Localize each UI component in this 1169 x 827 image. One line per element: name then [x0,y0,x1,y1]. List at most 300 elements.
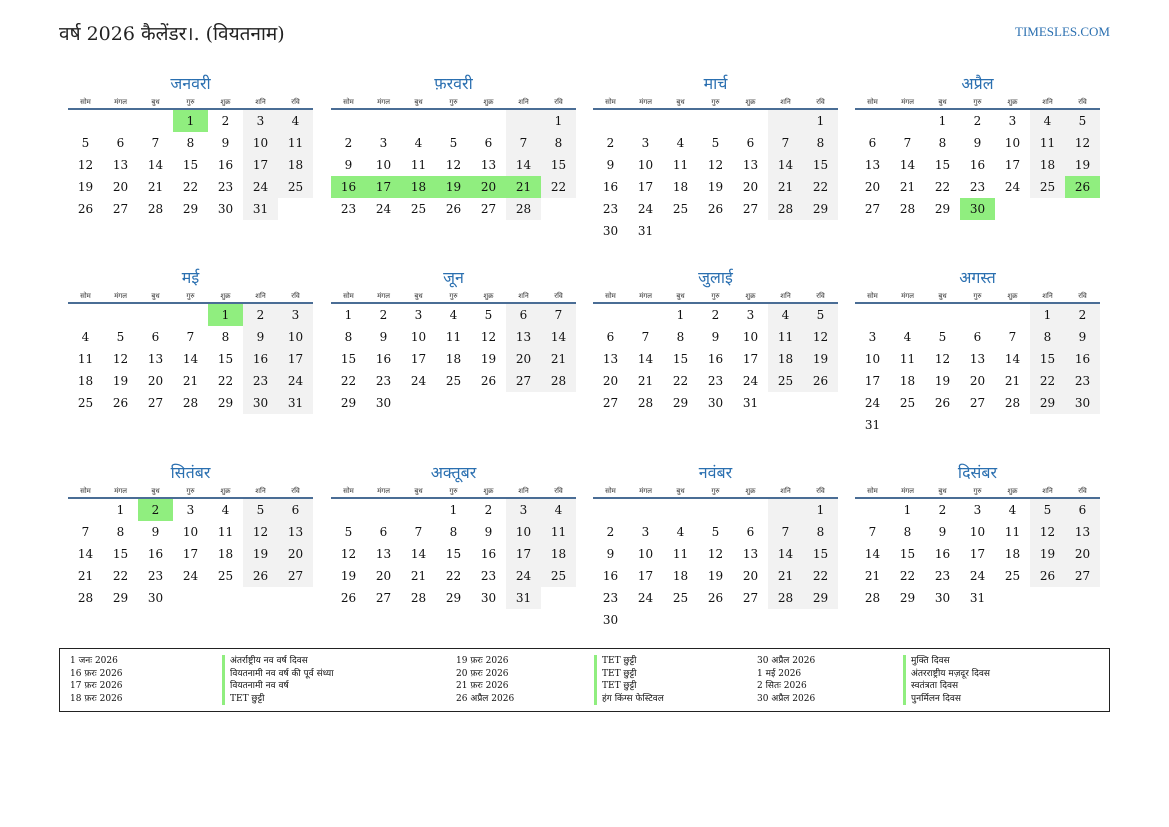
month-name: सितंबर [170,463,211,482]
day-cell: 13 [864,158,881,172]
day-cell: 29 [803,198,838,220]
legend-date: 30 अप्रैल 2026 [757,693,816,704]
day-cell: 12 [803,326,838,348]
day-cell: 27 [1065,565,1100,587]
empty-day-cell [628,499,663,521]
day-cell: 15 [803,154,838,176]
holiday-day-cell: 21 [506,176,541,198]
day-cell: 5 [711,136,720,150]
weekday-label: मंगल [377,292,390,300]
day-cell: 4 [81,330,90,344]
day-cell: 11 [672,158,689,172]
day-cell: 23 [602,591,619,605]
day-cell: 28 [899,202,916,216]
day-grid [331,110,576,220]
day-cell: 4 [1008,503,1017,517]
weekday-label: गुरु [449,487,458,495]
day-cell: 5 [711,525,720,539]
month-calendar [331,72,576,220]
day-cell: 1 [541,110,576,132]
day-cell: 20 [375,569,392,583]
day-cell: 15 [340,352,357,366]
weekday-label: शनि [518,98,529,106]
legend-names-2 [594,655,664,705]
month-name: मई [181,268,200,287]
day-cell: 16 [243,348,278,370]
day-cell: 2 [484,503,493,517]
day-cell: 1 [803,499,838,521]
day-cell: 27 [742,591,759,605]
day-cell: 9 [344,158,353,172]
day-cell: 19 [480,352,497,366]
weekday-label: मंगल [901,292,914,300]
day-cell: 14 [864,547,881,561]
day-cell: 12 [1030,521,1065,543]
day-cell: 18 [899,374,916,388]
day-cell: 13 [969,352,986,366]
day-cell: 17 [637,569,654,583]
day-cell: 23 [375,374,392,388]
legend-name: वियतनामी नव वर्ष की पूर्व संध्या [222,668,334,681]
weekday-label: सोम [605,292,616,300]
empty-day-cell [663,110,698,132]
day-cell: 27 [112,202,129,216]
empty-day-cell [593,499,628,521]
day-cell: 11 [278,132,313,154]
day-cell: 30 [480,591,497,605]
weekday-label: गुरु [449,292,458,300]
day-cell: 26 [480,374,497,388]
day-cell: 7 [186,330,195,344]
day-cell: 1 [903,503,912,517]
holiday-legend [59,648,1110,712]
day-cell: 19 [1030,543,1065,565]
legend-name: हंग किंग्स फेस्टिवल [594,693,664,706]
day-cell: 13 [506,326,541,348]
day-cell: 28 [147,202,164,216]
day-cell: 30 [217,202,234,216]
day-cell: 19 [1065,154,1100,176]
day-cell: 4 [414,136,423,150]
day-cell: 7 [151,136,160,150]
day-cell: 9 [606,158,615,172]
day-cell: 14 [768,154,803,176]
day-cell: 7 [541,304,576,326]
legend-dates-3 [757,655,815,705]
day-cell: 21 [147,180,164,194]
day-cell: 29 [899,591,916,605]
weekday-label: रवि [554,487,563,495]
day-cell: 29 [445,591,462,605]
day-cell: 9 [973,136,982,150]
day-cell: 17 [506,543,541,565]
day-cell: 31 [969,591,986,605]
empty-day-cell [366,110,401,132]
weekday-label: रवि [1078,98,1087,106]
day-cell: 21 [768,565,803,587]
weekday-header [593,290,838,304]
day-cell: 17 [637,180,654,194]
day-cell: 29 [182,202,199,216]
empty-day-cell [960,304,995,326]
day-grid [855,110,1100,220]
weekday-header [855,485,1100,499]
legend-date: 18 फ़रः 2026 [70,693,123,704]
legend-name: पुनर्मिलन दिवस [903,693,990,706]
weekday-label: शनि [1042,292,1053,300]
day-cell: 5 [1065,110,1100,132]
day-cell: 30 [1065,392,1100,414]
day-cell: 23 [147,569,164,583]
day-cell: 7 [768,521,803,543]
weekday-label: बुध [151,98,160,106]
legend-name: TET छुट्टी [594,680,664,693]
weekday-label: शुक्र [220,487,231,495]
weekday-header [331,485,576,499]
month-calendar [68,266,313,414]
day-cell: 16 [1065,348,1100,370]
day-cell: 23 [1065,370,1100,392]
month-name: नवंबर [698,463,733,482]
day-cell: 16 [217,158,234,172]
empty-day-cell [995,304,1030,326]
weekday-label: शुक्र [483,98,494,106]
day-cell: 15 [803,543,838,565]
day-cell: 18 [77,374,94,388]
weekday-header [331,96,576,110]
day-grid [68,499,313,609]
weekday-label: शनि [1042,98,1053,106]
weekday-header [593,485,838,499]
day-cell: 26 [243,565,278,587]
day-cell: 10 [637,158,654,172]
day-cell: 25 [1030,176,1065,198]
day-cell: 30 [602,224,619,238]
day-cell: 30 [602,613,619,627]
weekday-label: मंगल [114,98,127,106]
weekday-label: शनि [1042,487,1053,495]
weekday-label: सोम [80,292,91,300]
day-cell: 24 [278,370,313,392]
day-cell: 2 [221,114,230,128]
day-cell: 19 [707,569,724,583]
day-cell: 21 [77,569,94,583]
day-cell: 24 [506,565,541,587]
day-cell: 8 [803,521,838,543]
day-cell: 15 [899,547,916,561]
day-cell: 7 [414,525,423,539]
day-cell: 26 [340,591,357,605]
day-cell: 20 [278,543,313,565]
weekday-label: गुरु [449,98,458,106]
legend-dates-2 [456,655,514,705]
empty-day-cell [890,304,925,326]
day-grid [593,110,838,242]
day-cell: 23 [934,569,951,583]
day-cell: 21 [899,180,916,194]
day-cell: 20 [742,180,759,194]
day-cell: 24 [1004,180,1021,194]
weekday-label: रवि [554,98,563,106]
holiday-day-cell: 17 [366,176,401,198]
month-calendar [331,461,576,609]
day-cell: 5 [484,308,493,322]
empty-day-cell [471,110,506,132]
day-cell: 9 [484,525,493,539]
day-cell: 11 [1004,525,1021,539]
day-cell: 19 [934,374,951,388]
day-cell: 28 [768,198,803,220]
day-cell: 11 [217,525,234,539]
day-cell: 13 [742,547,759,561]
legend-name: स्वतंत्रता दिवस [903,680,990,693]
day-cell: 17 [864,374,881,388]
day-cell: 12 [707,547,724,561]
day-cell: 30 [243,392,278,414]
day-cell: 12 [480,330,497,344]
day-cell: 3 [1008,114,1017,128]
weekday-label: शुक्र [483,292,494,300]
weekday-label: रवि [816,292,825,300]
day-cell: 21 [1004,374,1021,388]
day-cell: 26 [112,396,129,410]
empty-day-cell [366,499,401,521]
day-cell: 17 [278,348,313,370]
day-cell: 29 [934,202,951,216]
day-cell: 29 [803,587,838,609]
day-grid [68,304,313,414]
weekday-label: शुक्र [1007,487,1018,495]
weekday-label: मंगल [377,98,390,106]
weekday-label: सोम [867,98,878,106]
weekday-label: गुरु [973,487,982,495]
empty-day-cell [628,304,663,326]
weekday-label: रवि [816,98,825,106]
day-cell: 25 [77,396,94,410]
day-cell: 23 [707,374,724,388]
day-cell: 18 [445,352,462,366]
day-cell: 7 [868,525,877,539]
day-cell: 4 [676,525,685,539]
legend-name: TET छुट्टी [594,668,664,681]
day-cell: 25 [410,202,427,216]
day-cell: 14 [899,158,916,172]
weekday-label: बुध [151,487,160,495]
weekday-label: मंगल [901,487,914,495]
day-cell: 3 [278,304,313,326]
weekday-label: गुरु [711,98,720,106]
day-cell: 14 [410,547,427,561]
day-cell: 5 [1030,499,1065,521]
day-cell: 19 [803,348,838,370]
day-cell: 3 [641,136,650,150]
day-cell: 13 [742,158,759,172]
day-cell: 25 [672,591,689,605]
weekday-label: मंगल [377,487,390,495]
day-cell: 14 [182,352,199,366]
day-cell: 1 [116,503,125,517]
day-cell: 14 [506,154,541,176]
day-cell: 28 [182,396,199,410]
day-cell: 25 [278,176,313,198]
page-title: वर्ष 2026 कैलेंडर।. (वियतनाम) [59,23,285,45]
day-cell: 16 [707,352,724,366]
day-cell: 6 [506,304,541,326]
day-cell: 19 [707,180,724,194]
month-calendar [855,72,1100,220]
weekday-header [331,290,576,304]
day-cell: 8 [221,330,230,344]
day-cell: 27 [480,202,497,216]
site-link[interactable]: TIMESLES.COM [1015,24,1110,39]
weekday-label: रवि [291,98,300,106]
day-cell: 12 [934,352,951,366]
legend-date: 1 जनः 2026 [70,656,118,666]
empty-day-cell [138,304,173,326]
weekday-label: बुध [938,487,947,495]
day-cell: 22 [803,565,838,587]
empty-day-cell [733,110,768,132]
day-cell: 8 [541,132,576,154]
weekday-label: बुध [414,292,423,300]
day-cell: 10 [742,330,759,344]
day-cell: 30 [707,396,724,410]
day-cell: 28 [864,591,881,605]
day-cell: 25 [768,370,803,392]
month-calendar [593,266,838,414]
day-cell: 27 [278,565,313,587]
weekday-label: गुरु [711,292,720,300]
day-cell: 24 [410,374,427,388]
empty-day-cell [173,304,208,326]
day-grid [593,499,838,631]
day-cell: 18 [768,348,803,370]
day-cell: 7 [768,132,803,154]
day-cell: 18 [1030,154,1065,176]
weekday-label: शनि [518,487,529,495]
day-cell: 31 [864,418,881,432]
day-cell: 28 [506,198,541,220]
day-cell: 21 [182,374,199,388]
day-cell: 24 [969,569,986,583]
day-cell: 20 [602,374,619,388]
day-cell: 2 [938,503,947,517]
day-cell: 9 [938,525,947,539]
weekday-label: रवि [816,487,825,495]
empty-day-cell [593,110,628,132]
empty-day-cell [698,499,733,521]
weekday-label: सोम [343,292,354,300]
weekday-label: रवि [554,292,563,300]
month-calendar [331,266,576,414]
day-cell: 4 [676,136,685,150]
day-cell: 29 [340,396,357,410]
empty-day-cell [733,499,768,521]
day-cell: 18 [672,180,689,194]
day-cell: 2 [1065,304,1100,326]
month-calendar [855,461,1100,609]
day-cell: 20 [1065,543,1100,565]
weekday-label: बुध [151,292,160,300]
day-cell: 7 [1008,330,1017,344]
legend-date: 19 फ़रः 2026 [456,656,509,666]
weekday-label: सोम [80,487,91,495]
day-cell: 3 [506,499,541,521]
weekday-label: मंगल [639,292,652,300]
day-cell: 27 [742,202,759,216]
day-cell: 22 [112,569,129,583]
day-cell: 9 [221,136,230,150]
day-cell: 10 [1004,136,1021,150]
weekday-label: सोम [867,487,878,495]
holiday-day-cell: 20 [471,176,506,198]
weekday-label: सोम [343,487,354,495]
day-cell: 6 [746,136,755,150]
legend-dates-1 [70,655,123,705]
weekday-label: शनि [780,98,791,106]
day-cell: 14 [77,547,94,561]
weekday-label: गुरु [186,487,195,495]
day-cell: 28 [410,591,427,605]
weekday-label: शनि [255,98,266,106]
day-cell: 27 [506,370,541,392]
month-calendar [68,461,313,609]
day-cell: 22 [541,176,576,198]
day-cell: 23 [217,180,234,194]
weekday-label: बुध [938,292,947,300]
day-cell: 28 [1004,396,1021,410]
weekday-label: शुक्र [1007,292,1018,300]
weekday-label: रवि [1078,487,1087,495]
day-cell: 9 [606,547,615,561]
day-cell: 8 [449,525,458,539]
day-cell: 24 [243,176,278,198]
day-cell: 6 [606,330,615,344]
day-cell: 6 [116,136,125,150]
day-cell: 30 [934,591,951,605]
weekday-label: शुक्र [1007,98,1018,106]
legend-date: 20 फ़रः 2026 [456,668,509,679]
day-cell: 13 [1065,521,1100,543]
day-cell: 21 [768,176,803,198]
day-cell: 6 [1065,499,1100,521]
day-cell: 11 [1030,132,1065,154]
legend-name: TET छुट्टी [594,655,664,668]
day-cell: 21 [864,569,881,583]
weekday-label: गुरु [186,98,195,106]
day-cell: 12 [243,521,278,543]
legend-date: 2 सितः 2026 [757,681,807,691]
day-cell: 31 [506,587,541,609]
day-cell: 22 [934,180,951,194]
day-cell: 1 [344,308,353,322]
day-cell: 11 [445,330,462,344]
day-cell: 15 [1030,348,1065,370]
day-cell: 15 [445,547,462,561]
month-calendar [68,72,313,220]
day-cell: 12 [112,352,129,366]
weekday-label: बुध [676,292,685,300]
day-cell: 1 [938,114,947,128]
day-cell: 15 [541,154,576,176]
day-cell: 13 [375,547,392,561]
empty-day-cell [331,110,366,132]
day-cell: 6 [151,330,160,344]
day-cell: 11 [410,158,427,172]
weekday-label: बुध [414,98,423,106]
day-cell: 23 [969,180,986,194]
empty-day-cell [68,110,103,132]
